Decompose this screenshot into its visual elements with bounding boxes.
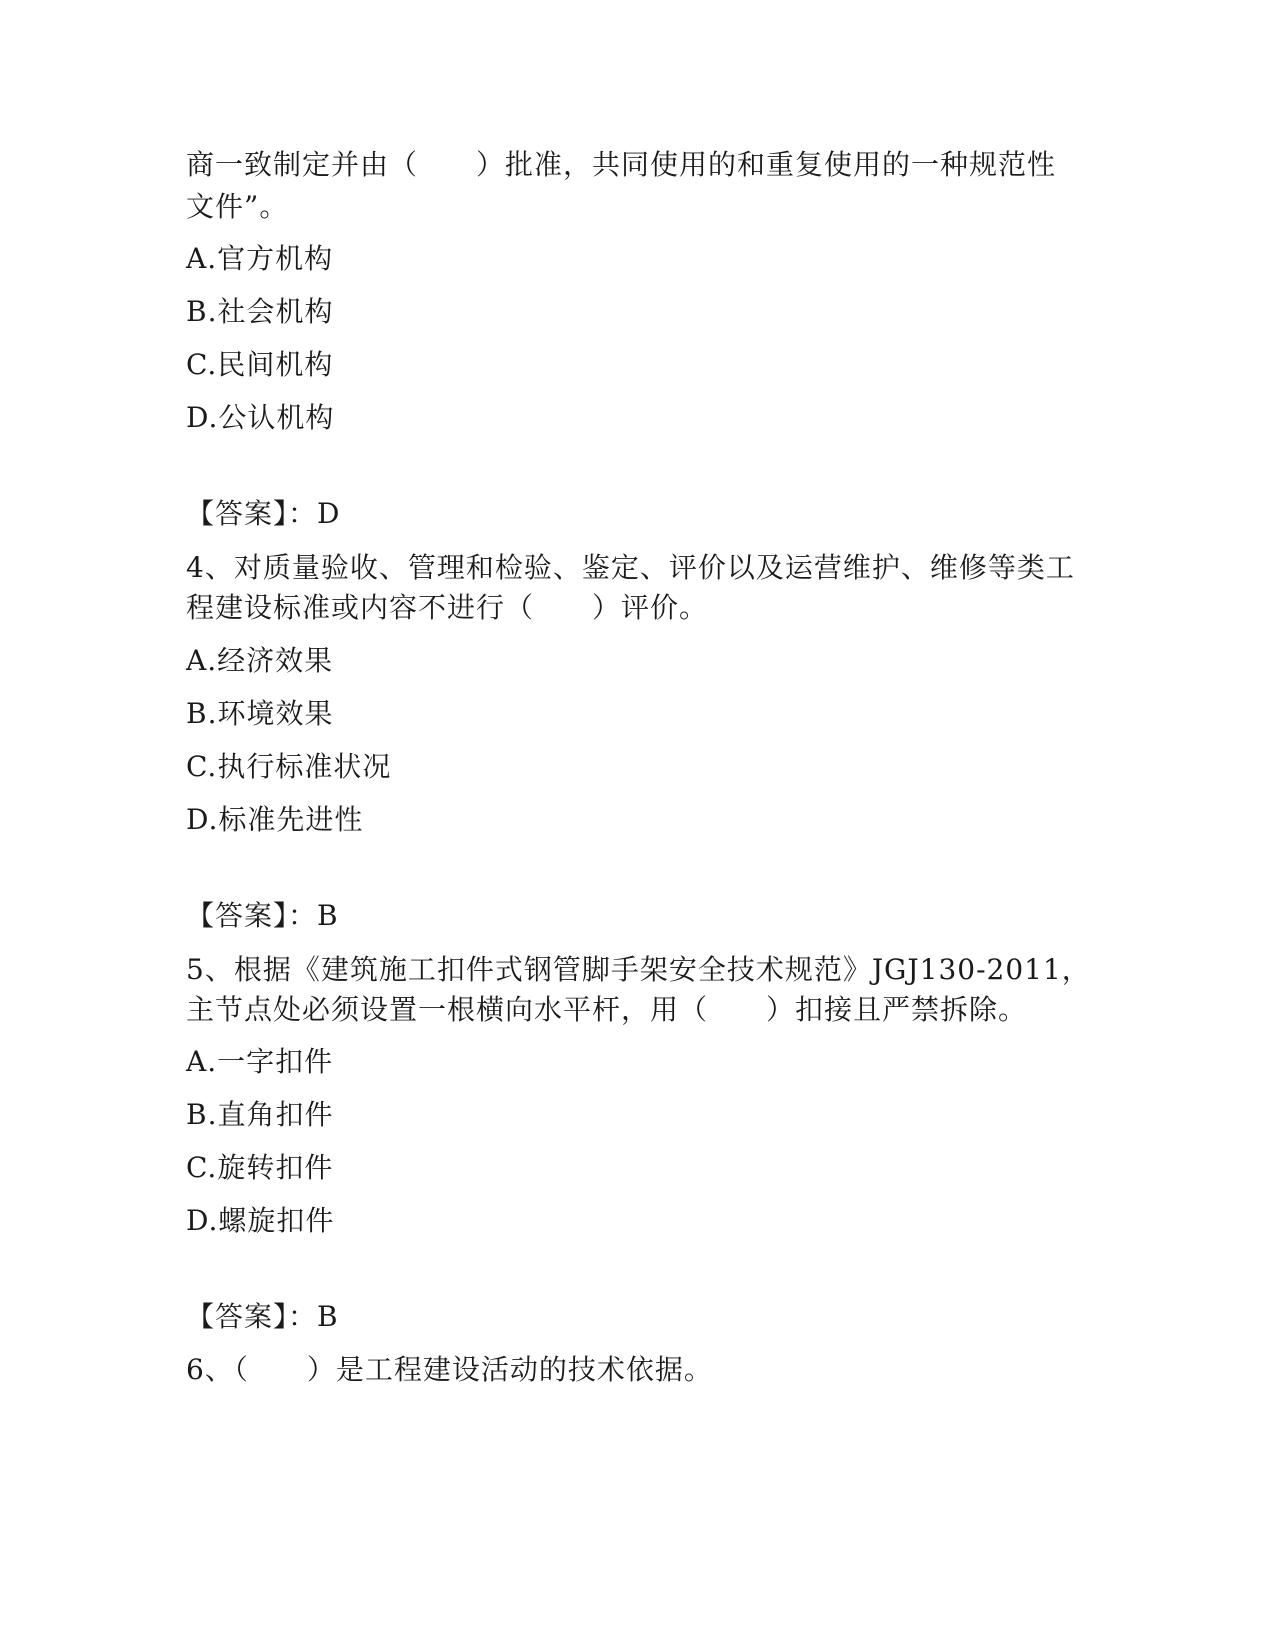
- question-5-option-a: A.一字扣件: [186, 1045, 334, 1078]
- question-3-stem-line-1: 商一致制定并由（ ）批准，共同使用的和重复使用的一种规范性: [186, 148, 1057, 181]
- question-4-option-b: B.环境效果: [186, 697, 334, 730]
- question-3-option-b: B.社会机构: [186, 295, 334, 328]
- question-4-option-d: D.标准先进性: [186, 803, 364, 836]
- question-3-option-d: D.公认机构: [186, 401, 335, 434]
- question-5-option-b: B.直角扣件: [186, 1098, 334, 1131]
- question-5-option-c: C.旋转扣件: [186, 1151, 334, 1184]
- question-5-option-d: D.螺旋扣件: [186, 1204, 335, 1237]
- question-5-stem-line-2: 主节点处必须设置一根横向水平杆，用（ ）扣接且严禁拆除。: [186, 993, 1028, 1026]
- question-4-stem-line-2: 程建设标准或内容不进行（ ）评价。: [186, 591, 709, 624]
- question-4-stem-line-1: 4、对质量验收、管理和检验、鉴定、评价以及运营维护、维修等类工: [186, 551, 1075, 584]
- question-5-answer: 【答案】：B: [186, 1300, 339, 1333]
- question-4-option-c: C.执行标准状况: [186, 750, 392, 783]
- question-5-stem-line-1: 5、根据《建筑施工扣件式钢管脚手架安全技术规范》JGJ130-2011，: [186, 953, 1091, 986]
- question-3-option-c: C.民间机构: [186, 348, 334, 381]
- question-4-option-a: A.经济效果: [186, 644, 334, 677]
- question-4-answer: 【答案】：B: [186, 899, 339, 932]
- question-3-option-a: A.官方机构: [186, 242, 334, 275]
- question-3-stem-line-2: 文件”。: [186, 190, 289, 223]
- question-3-answer: 【答案】：D: [186, 497, 341, 530]
- question-6-stem-line-1: 6、（ ）是工程建设活动的技术依据。: [186, 1353, 713, 1386]
